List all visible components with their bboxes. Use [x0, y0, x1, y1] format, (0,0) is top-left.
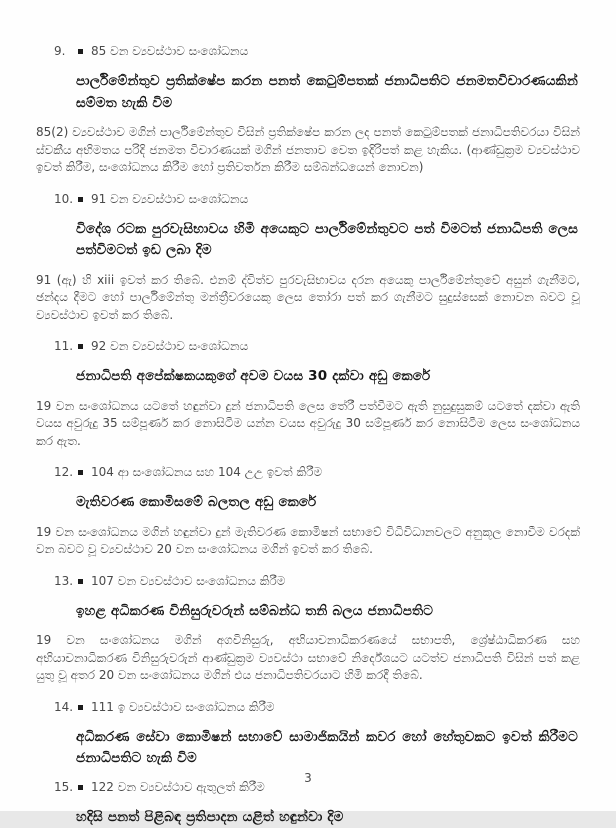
list-item	[36, 339, 580, 450]
item-number: 9.	[54, 44, 78, 59]
item-heading: පාර්ලිමේන්තුව ප්‍රතික්ෂේප කරන පනත් කෙටුම්පතක් ජනාධිපතිට ජනමතවිචාරණයකින් සම්මත හැකි විම	[76, 71, 578, 114]
item-title-line	[36, 339, 580, 354]
item-title: 92 වන ව්‍යවස්ථාව සංශෝධනය	[91, 339, 248, 354]
item-body: 19 වන සංශෝධනය මගින් අගවිනිසුරු, අභියාචනාධිකරණයේ සභාපති, ශ්‍රේෂ්ඨාධිකරණ සහ අභියාචනාධිකරණ විනිසුරුවරුන් ආණ්ඩුක්‍රම ව්‍යවස්ථා සභාවේ නිර්දේශයට යටත්ව ජනාධිපති විසින් පත් කළ යුතු වූ අතර 20 වන සංශෝධනය මගින් එය ජනාධිපතිවරයාට හිමි කරදී තිබේ.	[36, 632, 580, 685]
item-heading: ඉහළ අධිකරණ විනිසුරුවරුන් සම්බන්ධ තනි බලය ජනාධිපතිට	[76, 601, 578, 623]
list-item	[36, 700, 580, 770]
item-title-line	[36, 465, 580, 480]
item-title: 85 වන ව්‍යවස්ථාව සංශෝධනය	[91, 44, 248, 59]
square-bullet-icon	[78, 579, 83, 584]
item-body: 85(2) ව්‍යවස්ථාව මගින් පාර්ලිමේන්තුව විසින් ප්‍රතික්ෂේප කරන ලද පනත් කෙටුම්පතක් ජනාධිපතිවරයා විසින් ස්වකීය අභිමතය පරිදි ජනමත විචාරණයක් මගින් ජනතාව වෙත ඉදිරිපත් කළ හැකිය. (ආණ්ඩුක්‍රම ව්‍යවස්ථාව ඉවත් කිරීම, සංශෝධනය කිරීම හෝ ප්‍රතිවර්තන කිරීම සම්බන්ධයෙන් නොවන)	[36, 124, 580, 177]
item-title: 107 වන ව්‍යවස්ථාව සංශෝධනය කිරීම	[91, 574, 285, 589]
square-bullet-icon	[78, 785, 83, 790]
item-number: 12.	[54, 465, 78, 480]
item-heading: හදිසි පනත් පිළිබඳ ප්‍රතිපාදන යළිත් හඳුන්වා දිම	[76, 807, 578, 828]
item-heading: ජනාධිපති අපේක්ෂකයකුගේ අවම වයස 30 දක්වා අඩු කෙරේ	[76, 366, 578, 388]
page-number: 3	[0, 771, 616, 785]
square-bullet-icon	[78, 705, 83, 710]
item-heading: විදේශ රටක පුරවැසිභාවය හිමි අයෙකුට පාර්ලිමේන්තුවට පත් විමටත් ජනාධිපති ලෙස පත්විමටත් ඉඩ ලබා දිම	[76, 219, 578, 262]
item-title-line	[36, 192, 580, 207]
item-title-line	[36, 574, 580, 589]
item-body: 19 වන සංශෝධනය මගින් හඳුන්වා දුන් මැතිවරණ කොමිෂන් සභාවේ විධිවිධානවලට අනුකූල නොවීම වරදක් වන බවට වූ ව්‍යවස්ථාව 20 වන සංශෝධනය මගින් ඉවත් කර තිබේ.	[36, 524, 580, 559]
item-heading: මැතිවරණ කොමිසමේ බලතල අඩු කෙරේ	[76, 492, 578, 514]
item-number: 13.	[54, 574, 78, 589]
item-body: 91 (ඇ) හි xiii ඉවත් කර තිබේ. එනම් ද්විත්ව පුරවැසිභාවය දරන අයෙකු පාර්ලිමේන්තුවේ අසුන් ගැනීමට, ඡන්දය දීමට හෝ පාර්ලිමේන්තු මන්ත්‍රීවරයෙකු ලෙස තෝරා පත් කර ගැනීමට සුදුස්සෙක් නොවන බවට වූ ව්‍යවස්ථාව ඉවත් කර තිබේ.	[36, 272, 580, 325]
item-heading: අධිකරණ සේවා කොමිෂන් සභාවේ සාමාජිකයින් කවර හෝ හේතුවකට ඉවත් කිරීමට ජනාධිපතිට හැකි විම	[76, 727, 578, 770]
list-item	[36, 574, 580, 685]
item-number: 14.	[54, 700, 78, 715]
square-bullet-icon	[78, 49, 83, 54]
list-item	[36, 44, 580, 177]
item-title-line	[36, 700, 580, 715]
square-bullet-icon	[78, 344, 83, 349]
item-title: 111 ඉ ව්‍යවස්ථාව සංශෝධනය කිරීම	[91, 700, 274, 715]
item-number: 11.	[54, 339, 78, 354]
list-item	[36, 465, 580, 559]
list-item	[36, 780, 580, 828]
item-body: 19 වන සංශෝධනය යටතේ හඳුන්වා දුන් ජනාධිපති ලෙස තේරී පත්වීමට ඇති නුසුදුසුකම් යටතේ දක්වා ඇති වයස අවුරුදු 35 සම්පූර්ණ කර නොසිටීම යන්න වයස අවුරුදු 30 සම්පූර්ණ කර නොසිටීම ලෙස සංශෝධනය කර ඇත.	[36, 398, 580, 451]
square-bullet-icon	[78, 470, 83, 475]
item-title-line	[36, 44, 580, 59]
item-number: 15.	[54, 780, 78, 795]
item-number: 10.	[54, 192, 78, 207]
list-item	[36, 192, 580, 325]
square-bullet-icon	[78, 197, 83, 202]
item-title: 122 වන ව්‍යවස්ථාව ඇතුලත් කිරීම	[91, 780, 265, 795]
item-title: 91 වන ව්‍යවස්ථාව සංශෝධනය	[91, 192, 248, 207]
item-title: 104 ආ සංශෝධනය සහ 104 උඋ ඉවත් කිරීම	[91, 465, 322, 480]
